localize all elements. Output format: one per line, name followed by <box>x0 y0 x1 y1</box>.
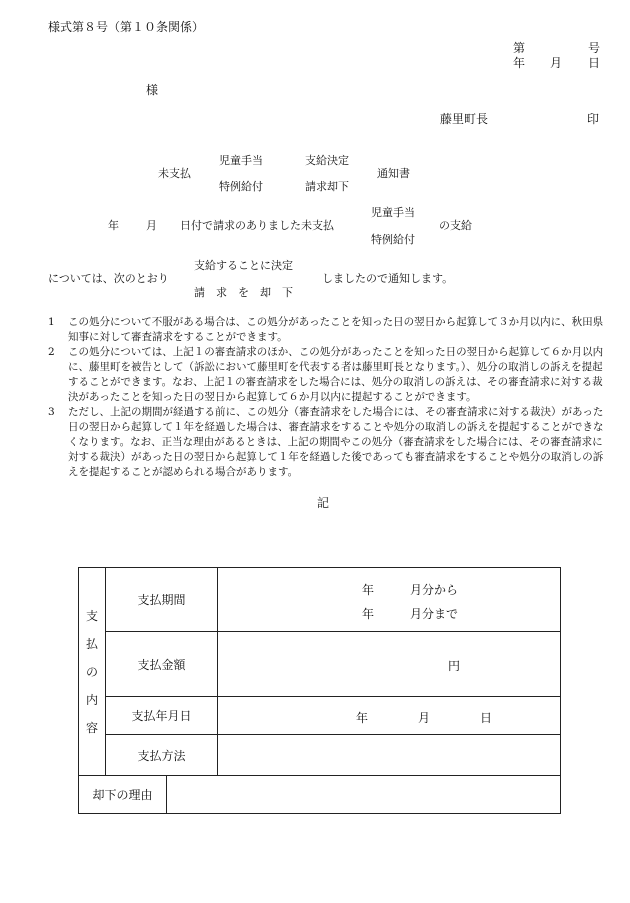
paydate-month: 月 <box>418 711 431 725</box>
period-to-month: 月分まで <box>410 607 459 621</box>
period-label: 支払期間 <box>106 568 218 632</box>
body-date-year: 年 <box>108 219 119 232</box>
title-notice: 通知書 <box>377 167 410 180</box>
body-decision-2: 請 求 を 却 下 <box>194 286 293 299</box>
body-allowance-2: 特例給付 <box>371 233 415 246</box>
body-payment-suffix: の支給 <box>439 219 472 232</box>
period-to-year: 年 <box>362 607 375 621</box>
body-allowance-1: 児童手当 <box>371 206 415 219</box>
title-decision-2: 請求却下 <box>305 180 349 193</box>
period-from-year: 年 <box>362 583 375 597</box>
addressee-sama: 様 <box>146 83 159 97</box>
section-label-char: 払 <box>85 636 98 651</box>
paydate-label: 支払年月日 <box>106 697 218 735</box>
body-request-text: 日付で請求のありました未支払 <box>180 219 334 232</box>
note-item <box>48 345 604 405</box>
body-decision-1: 支給することに決定 <box>194 259 293 272</box>
form-number: 様式第８号（第１０条関係） <box>48 20 205 34</box>
title-unpaid: 未支払 <box>158 167 191 180</box>
paydate-year: 年 <box>356 711 369 725</box>
section-label-char: の <box>85 664 98 679</box>
title-allowance-1: 児童手当 <box>219 154 263 167</box>
doc-number-go: 号 <box>588 41 601 55</box>
body-regarding: については、次のとおり <box>48 272 169 285</box>
period-value-cell[interactable] <box>218 568 561 632</box>
period-from-month: 月分から <box>410 583 459 597</box>
issuer-seal: 印 <box>587 112 600 126</box>
body-closing: しましたので通知します。 <box>322 272 454 285</box>
amount-unit: 円 <box>448 659 461 673</box>
note-number: 3 <box>48 406 55 418</box>
doc-date-month: 月 <box>550 56 563 70</box>
reject-reason-label: 却下の理由 <box>79 776 167 813</box>
doc-date-day: 日 <box>588 56 601 70</box>
method-value-cell[interactable] <box>218 735 561 776</box>
doc-date-year: 年 <box>513 56 526 70</box>
section-label-char: 支 <box>85 608 98 623</box>
title-allowance-2: 特例給付 <box>219 180 263 193</box>
ki-marker: 記 <box>317 496 330 510</box>
title-decision-1: 支給決定 <box>305 154 349 167</box>
note-number: 2 <box>48 346 55 358</box>
reject-reason-row <box>78 776 561 814</box>
note-text: ただし、上記の期間が経過する前に、この処分（審査請求をした場合には、その審査請求に対する裁決）があった日の翌日から起算して１年を経過した場合は、審査請求をすることや処分の取消しの訴えを提起することができなくなります。なお、正当な理由があるときは、上記の期間やこの処分（審査請求をした場合には、その審査請求に対する裁決）があった日の翌日から起算して１年を経過した後であっても審査請求をすることや処分の取消しの訴えを提起することが認められる場合があります。 <box>68 406 604 478</box>
doc-number-dai: 第 <box>513 41 526 55</box>
section-label-char: 内 <box>85 692 98 707</box>
issuer-name: 藤里町長 <box>440 112 489 126</box>
note-number: 1 <box>48 316 55 328</box>
notes-list <box>48 315 604 480</box>
paydate-value-cell[interactable] <box>218 697 561 735</box>
note-item <box>48 405 604 480</box>
method-label: 支払方法 <box>106 735 218 776</box>
amount-label: 支払金額 <box>106 632 218 697</box>
reject-reason-value-cell[interactable] <box>167 776 560 813</box>
section-label-vertical <box>79 568 106 776</box>
section-label-char: 容 <box>85 720 98 735</box>
payment-details-table <box>78 567 561 776</box>
amount-value-cell[interactable] <box>218 632 561 697</box>
note-item <box>48 315 604 345</box>
paydate-day: 日 <box>480 711 493 725</box>
note-text: この処分について不服がある場合は、この処分があったことを知った日の翌日から起算して３か月以内に、秋田県知事に対して審査請求をすることができます。 <box>68 316 604 343</box>
body-date-month: 月 <box>146 219 157 232</box>
note-text: この処分については、上記１の審査請求のほか、この処分があったことを知った日の翌日から起算して６か月以内に、藤里町を被告として（訴訟において藤里町を代表する者は藤里町長となります。）、処分の取消しの訴えを提起することができます。なお、上記１の審査請求をした場合には、処分の取消しの訴えは、その審査請求に対する裁決があったことを知った日の翌日から起算して６か月以内に提起することができます。 <box>68 346 604 403</box>
